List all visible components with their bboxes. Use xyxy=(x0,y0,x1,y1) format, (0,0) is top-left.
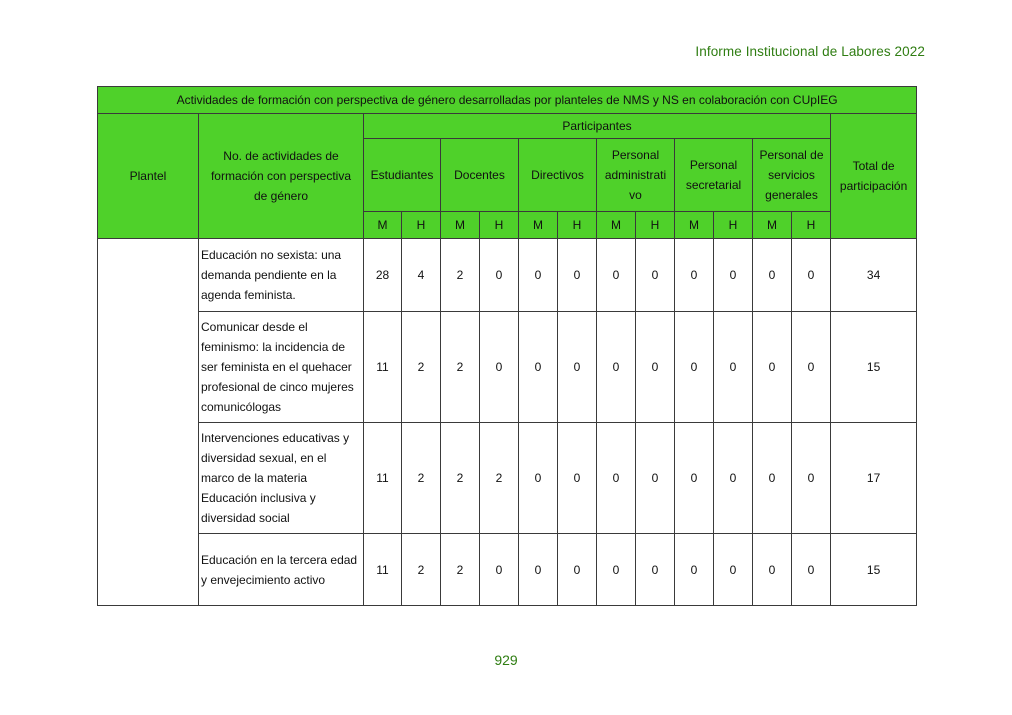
sub-header-m: M xyxy=(441,212,480,239)
column-header-activities: No. de actividades de formación con perspectiva de género xyxy=(199,114,364,239)
value-cell: 11 xyxy=(364,534,402,606)
value-cell: 0 xyxy=(792,312,831,423)
value-cell: 0 xyxy=(675,239,714,312)
value-cell: 2 xyxy=(402,423,441,534)
value-cell: 0 xyxy=(519,312,558,423)
sub-header-h: H xyxy=(402,212,441,239)
value-cell: 0 xyxy=(675,534,714,606)
activity-name: Educación no sexista: una demanda pendiente en la agenda feminista. xyxy=(199,239,364,312)
value-cell: 0 xyxy=(636,423,675,534)
value-cell: 0 xyxy=(558,534,597,606)
table-caption: Actividades de formación con perspectiva de género desarrolladas por planteles de NMS y NS en colaboración con CUpIEG xyxy=(98,87,917,114)
table-row xyxy=(98,239,917,312)
activity-name: Educación en la tercera edad y envejecimiento activo xyxy=(199,534,364,606)
value-cell: 0 xyxy=(636,534,675,606)
value-cell: 2 xyxy=(441,423,480,534)
value-cell: 0 xyxy=(480,312,519,423)
value-cell: 0 xyxy=(714,239,753,312)
activities-table xyxy=(97,86,917,606)
value-cell: 0 xyxy=(714,423,753,534)
activity-name: Comunicar desde el feminismo: la incidencia de ser feminista en el quehacer profesional de cinco mujeres comunicólogas xyxy=(199,312,364,423)
group-header-estudiantes: Estudiantes xyxy=(364,139,441,212)
group-header-personal-servicios-generales: Personal de servicios generales xyxy=(753,139,831,212)
value-cell: 0 xyxy=(753,423,792,534)
value-cell: 2 xyxy=(480,423,519,534)
table-row xyxy=(98,312,917,423)
table-caption-row xyxy=(98,87,917,114)
value-cell: 0 xyxy=(597,423,636,534)
sub-header-m: M xyxy=(364,212,402,239)
sub-header-h: H xyxy=(714,212,753,239)
value-cell: 0 xyxy=(636,239,675,312)
value-cell: 2 xyxy=(441,239,480,312)
group-header-docentes: Docentes xyxy=(441,139,519,212)
column-header-total: Total de participación xyxy=(831,114,917,239)
column-header-plantel: Plantel xyxy=(98,114,199,239)
page-number: 929 xyxy=(494,652,518,668)
value-cell: 0 xyxy=(597,312,636,423)
activity-name: Intervenciones educativas y diversidad sexual, en el marco de la materia Educación inclusiva y diversidad social xyxy=(199,423,364,534)
table-row xyxy=(98,534,917,606)
value-cell: 2 xyxy=(402,312,441,423)
table-row xyxy=(98,423,917,534)
value-cell: 0 xyxy=(558,239,597,312)
total-cell: 15 xyxy=(831,534,917,606)
value-cell: 0 xyxy=(753,534,792,606)
value-cell: 0 xyxy=(558,423,597,534)
group-header-personal-secretarial: Personal secretarial xyxy=(675,139,753,212)
sub-header-m: M xyxy=(597,212,636,239)
sub-header-h: H xyxy=(792,212,831,239)
sub-header-h: H xyxy=(636,212,675,239)
total-cell: 15 xyxy=(831,312,917,423)
group-header-personal-administrativo: Personal administrati vo xyxy=(597,139,675,212)
value-cell: 28 xyxy=(364,239,402,312)
group-header-directivos: Directivos xyxy=(519,139,597,212)
value-cell: 0 xyxy=(675,423,714,534)
value-cell: 0 xyxy=(675,312,714,423)
plantel-cell xyxy=(98,239,199,606)
value-cell: 0 xyxy=(753,312,792,423)
value-cell: 0 xyxy=(519,534,558,606)
value-cell: 11 xyxy=(364,312,402,423)
column-header-participants: Participantes xyxy=(364,114,831,139)
value-cell: 0 xyxy=(480,534,519,606)
running-header-title: Informe Institucional de Labores 2022 xyxy=(695,44,925,59)
value-cell: 11 xyxy=(364,423,402,534)
value-cell: 0 xyxy=(714,534,753,606)
sub-header-h: H xyxy=(558,212,597,239)
value-cell: 0 xyxy=(597,239,636,312)
value-cell: 2 xyxy=(441,534,480,606)
value-cell: 0 xyxy=(636,312,675,423)
value-cell: 0 xyxy=(714,312,753,423)
value-cell: 2 xyxy=(402,534,441,606)
value-cell: 0 xyxy=(519,239,558,312)
value-cell: 0 xyxy=(753,239,792,312)
value-cell: 0 xyxy=(597,534,636,606)
sub-header-m: M xyxy=(519,212,558,239)
total-cell: 34 xyxy=(831,239,917,312)
value-cell: 4 xyxy=(402,239,441,312)
sub-header-m: M xyxy=(753,212,792,239)
value-cell: 0 xyxy=(558,312,597,423)
value-cell: 0 xyxy=(792,534,831,606)
value-cell: 0 xyxy=(519,423,558,534)
value-cell: 0 xyxy=(792,239,831,312)
value-cell: 0 xyxy=(480,239,519,312)
value-cell: 0 xyxy=(792,423,831,534)
value-cell: 2 xyxy=(441,312,480,423)
sub-header-m: M xyxy=(675,212,714,239)
header-row-participants xyxy=(98,114,917,139)
sub-header-h: H xyxy=(480,212,519,239)
total-cell: 17 xyxy=(831,423,917,534)
